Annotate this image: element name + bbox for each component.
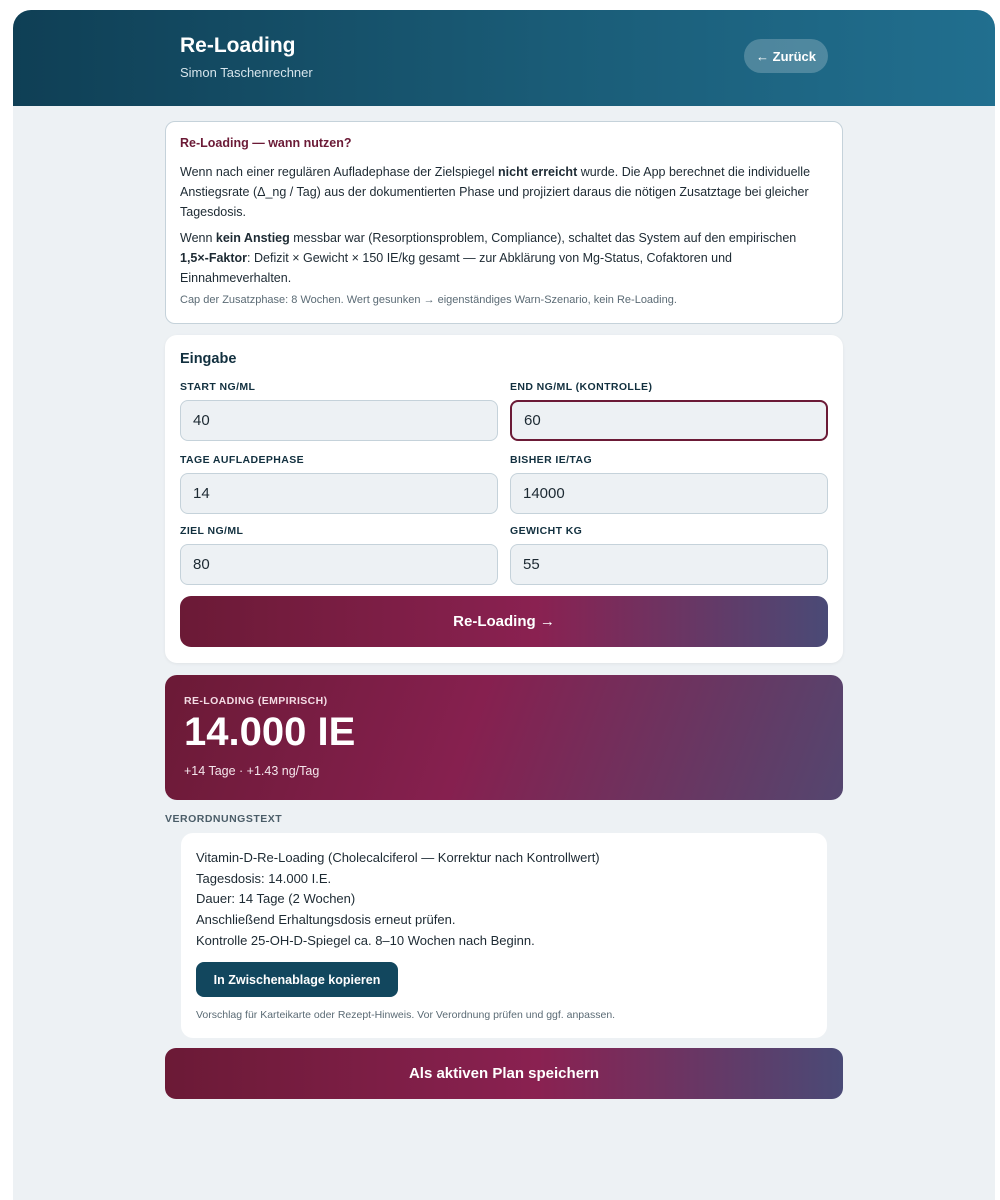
reloading-button[interactable]: Re-Loading →	[180, 596, 828, 647]
info-text: wurde. Die App berechnet die individuelle Anstiegsrate (Δ_ng / Tag) aus der dokumentierten Phase und projiziert daraus die nötigen Zusatztage bei gleicher Tagesdosis.	[180, 165, 811, 219]
info-paragraph-2	[180, 228, 828, 288]
prescription-line: Kontrolle 25-OH-D-Spiegel ca. 8–10 Wochen nach Beginn.	[196, 932, 535, 948]
info-emphasis: kein Anstieg	[215, 231, 290, 245]
input-section-title: Eingabe	[180, 351, 237, 367]
info-text: messbar war (Resorptionsproblem, Compliance), schaltet das System auf den empirischen	[289, 231, 797, 245]
info-text: : Defizit × Gewicht × 150 IE/kg gesamt — zur Abklärung von Mg-Status, Cofaktoren und Einnahmeverhalten.	[180, 251, 733, 285]
dose-label: BISHER IE/TAG	[510, 454, 593, 466]
result-subtext: +14 Tage · +1.43 ng/Tag	[184, 764, 320, 778]
info-card	[165, 121, 843, 324]
copy-to-clipboard-button[interactable]: In Zwischenablage kopieren	[196, 962, 398, 997]
info-emphasis: 1,5×-Faktor	[180, 251, 248, 265]
start-input[interactable]: 40	[180, 400, 498, 441]
info-emphasis: nicht erreicht	[498, 165, 578, 179]
back-button[interactable]: ← Zurück	[744, 39, 828, 73]
days-input[interactable]: 14	[180, 473, 498, 514]
target-input[interactable]: 80	[180, 544, 498, 585]
prescription-line: Tagesdosis: 14.000 I.E.	[196, 870, 332, 886]
result-value: 14.000 IE	[184, 710, 356, 754]
info-text: Wenn nach einer regulären Aufladephase der Zielspiegel	[180, 165, 499, 179]
end-input[interactable]: 60	[510, 400, 828, 441]
app-window	[13, 10, 995, 1200]
weight-label: GEWICHT KG	[510, 525, 583, 537]
page-subtitle: Simon Taschenrechner	[180, 65, 313, 80]
days-label: TAGE AUFLADEPHASE	[180, 454, 305, 466]
prescription-note: Vorschlag für Karteikarte oder Rezept-Hinweis. Vor Verordnung prüfen und ggf. anpassen.	[196, 1009, 616, 1021]
dose-input[interactable]: 14000	[510, 473, 828, 514]
prescription-card	[181, 833, 827, 1038]
info-title: Re-Loading — wann nutzen?	[180, 136, 352, 150]
info-text: Wenn	[180, 231, 216, 245]
prescription-line: Dauer: 14 Tage (2 Wochen)	[196, 891, 356, 907]
prescription-line: Anschließend Erhaltungsdosis erneut prüfen.	[196, 912, 456, 928]
start-label: START NG/ML	[180, 381, 256, 393]
target-label: ZIEL NG/ML	[180, 525, 244, 537]
page-title: Re-Loading	[180, 34, 296, 57]
info-note: Cap der Zusatzphase: 8 Wochen. Wert gesunken → eigenständiges Warn-Szenario, kein Re-Loading.	[180, 294, 677, 306]
result-card	[165, 675, 843, 800]
input-card	[165, 335, 843, 663]
result-label: RE-LOADING (EMPIRISCH)	[184, 695, 328, 707]
info-paragraph-1	[180, 162, 828, 222]
prescription-line: Vitamin-D-Re-Loading (Cholecalciferol — Korrektur nach Kontrollwert)	[196, 850, 600, 865]
save-plan-button[interactable]: Als aktiven Plan speichern	[165, 1048, 843, 1099]
weight-input[interactable]: 55	[510, 544, 828, 585]
end-label: END NG/ML (KONTROLLE)	[510, 381, 653, 393]
prescription-heading: VERORDNUNGSTEXT	[165, 813, 283, 825]
app-header	[13, 10, 995, 106]
